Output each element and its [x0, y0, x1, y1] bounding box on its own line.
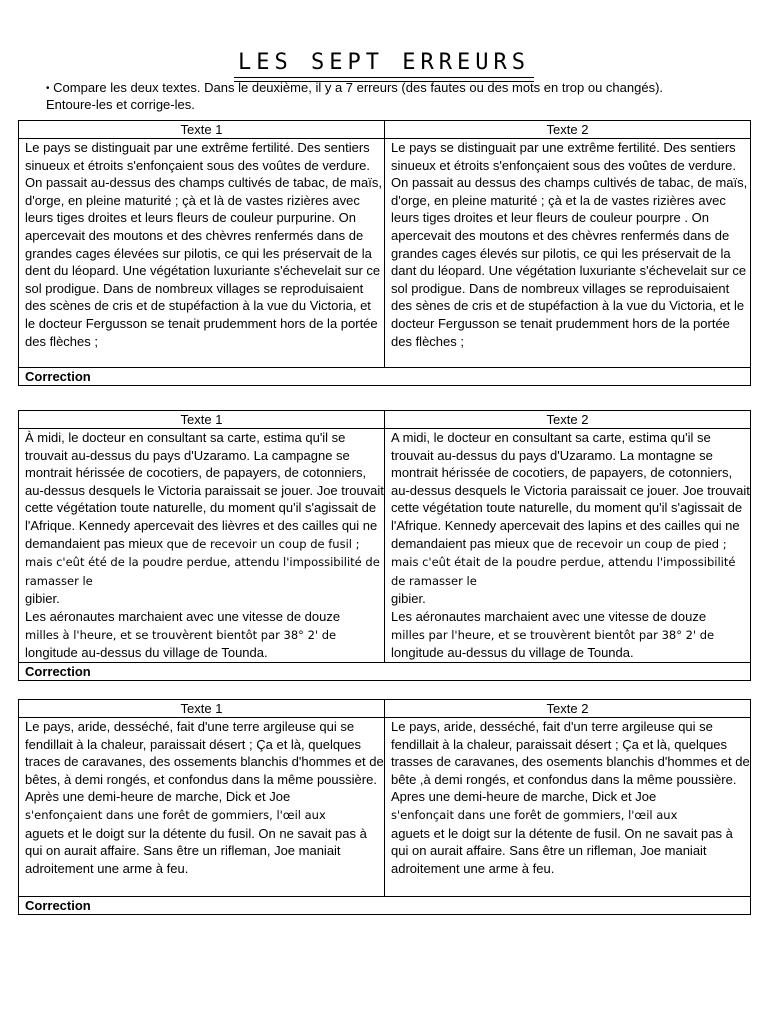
exercise-table-2	[18, 410, 751, 681]
header-texte-1: Texte 1	[19, 700, 385, 718]
instruction-line1: les deux textes. Dans le deuxième, il y a 7 erreurs (des fautes ou des mots en trop ou changés).	[106, 80, 664, 95]
text-1-part-d: aguets et le doigt sur la détente du fusil. On ne savait pas à qui on aurait affaire. Sans être un rifleman, Joe maniait adroitement une arme à feu.	[25, 825, 367, 876]
page-title: LES SEPT ERREURS	[234, 50, 534, 78]
text-1-part-c: gibier.	[25, 591, 60, 607]
text-cell-1	[19, 718, 385, 897]
text-cell-1	[19, 139, 385, 368]
header-texte-2: Texte 2	[385, 121, 751, 139]
text-1-part-a: À midi, le docteur en consultant sa carte, estima qu'il se trouvait au-dessus du pays d'Uzaramo. La campagne se montrait hérissée de cocotiers, de papayers, de cotonniers, au-dessus desquels le Victoria paraissait se jouer. Joe trouvait cette végétation toute naturelle, du moment qu'il s'agissait de l'Afrique. Kennedy apercevait des lièvres et des cailles qui ne demandaient pas mieux	[25, 430, 384, 551]
text-1: Le pays se distinguait par une extrême fertilité. Des sentiers sinueux et étroits s'enfonçaient sous des voûtes de verdure. On passait au-dessus des champs cultivés de tabac, de maïs, d'orge, en pleine maturité ; çà et là de vastes rizières avec leurs tiges droites et leurs fleurs de couleur purpurine. On apercevait des moutons et des chèvres renfermés dans de grandes cages élevées sur pilotis, ce qui les préservait de la dent du léopard. Une végétation luxuriante s'échevelait sur ce sol prodigue. Dans de nombreux villages se reproduisaient des scènes de cris et de stupéfaction à la vue du Victoria, et le docteur Fergusson se tenait prudemment hors de la portée des flèches ;	[25, 140, 382, 349]
text-2-part-e: milles par l'heure, et se trouvèrent bientôt par 38° 2' de	[391, 627, 715, 642]
text-1-part-b: que de recevoir un coup de fusil ; mais c'eût été de la poudre perdue, attendu l'impossibilité de ramasser le	[25, 536, 380, 588]
text-1-part-d: Les aéronautes marchaient avec une vitesse de douze	[25, 608, 341, 624]
instructions	[46, 80, 746, 113]
text-1-part-e: milles à l'heure, et se trouvèrent bientôt par 38° 2' de	[25, 627, 337, 642]
correction-row[interactable]: Correction	[19, 897, 751, 915]
text-2-part-f: longitude au-dessus du village de Tounda.	[391, 645, 634, 661]
instruction-line2: Entoure-les et corrige-les.	[46, 97, 195, 112]
header-texte-2: Texte 2	[385, 700, 751, 718]
text-2-part-a: A midi, le docteur en consultant sa carte, estima qu'il se trouvait au-dessus du pays d'Uzaramo. La montagne se montrait hérissée de cocotiers, de papayers, de cotonniers, au-dessus desquels le Victoria paraissait ce jouer. Joe trouvait cette végétation toute naturelle, du moment qu'il s'agissait de l'Afrique. Kennedy apercevait des lapins et des cailles qui ne demandaient pas mieux	[391, 430, 750, 551]
header-texte-2: Texte 2	[385, 411, 751, 429]
text-2-part-c: gibier.	[391, 591, 426, 607]
header-texte-1: Texte 1	[19, 411, 385, 429]
text-cell-2	[385, 139, 751, 368]
correction-row[interactable]: Correction	[19, 662, 751, 680]
text-2-part-b: que de recevoir un coup de pied ; mais c'eût était de la poudre perdue, attendu l'impossibilité de ramasser le	[391, 536, 736, 588]
text-1-part-f: longitude au-dessus du village de Tounda.	[25, 645, 268, 661]
title-container	[0, 50, 768, 78]
header-texte-1: Texte 1	[19, 121, 385, 139]
text-2: Le pays se distinguait par une extrême fertilité. Des sentiers sinueux et étroits s'enfonçaient sous des voûtes de verdure. On passait au dessus des champs cultivés de tabac, de maïs, d'orge, en pleine maturité ; çà et la de vastes rizières avec leurs tiges droites et leur fleurs de couleur pourpre . On apercevait des moutons et des chèvres renfermés dans de grandes cages élevés sur pilotis, ce qui les préservait de la dant du léopard. Une végétation luxuriante s'échevelait sur ce sol prodigue. Dans de nombreux villages se reproduisaient des sènes de cris et de stupéfaction à la vue du Victoria, et le docteur Fergusson se tenait prudemment hors de la portée des flèches ;	[391, 140, 748, 349]
correction-row[interactable]: Correction	[19, 368, 751, 386]
instruction-bullet: •	[46, 83, 50, 94]
text-2-part-b: Apres une demi-heure de marche, Dick et Joe	[391, 789, 657, 805]
text-1-part-b: Après une demi-heure de marche, Dick et Joe	[25, 789, 291, 805]
text-2-part-a: Le pays, aride, desséché, fait d'un terre argileuse qui se fendillait à la chaleur, paraissait désert ; Ça et là, quelques trasses de caravanes, des osements blanchis d'hommes et de bête ,à demi rongés, et confondus dans la même poussière.	[391, 719, 750, 787]
text-1-part-a: Le pays, aride, desséché, fait d'une terre argileuse qui se fendillait à la chaleur, paraissait désert ; Ça et là, quelques traces de caravanes, des ossements blanchis d'hommes et de bêtes, à demi rongés, et confondus dans la même poussière.	[25, 719, 384, 787]
exercise-table-1	[18, 120, 751, 386]
text-1-part-c: s'enfonçaient dans une forêt de gommiers, l'œil aux	[25, 807, 326, 822]
text-2-part-d: aguets et le doigt sur la détente de fusil. On ne savait pas à qui on aurait affaire. Sans être un rifleman, Joe maniait adroitement une arme à feu.	[391, 825, 733, 876]
text-2-part-d: Les aéronautes marchaient avec une vitesse de douze	[391, 608, 707, 624]
instruction-highlight: Compare	[53, 80, 107, 95]
exercise-table-3	[18, 699, 751, 915]
text-cell-2	[385, 718, 751, 897]
text-cell-1	[19, 429, 385, 663]
text-cell-2	[385, 429, 751, 663]
text-2-part-c: s'enfonçait dans une forêt de gommiers, l'œil aux	[391, 807, 678, 822]
